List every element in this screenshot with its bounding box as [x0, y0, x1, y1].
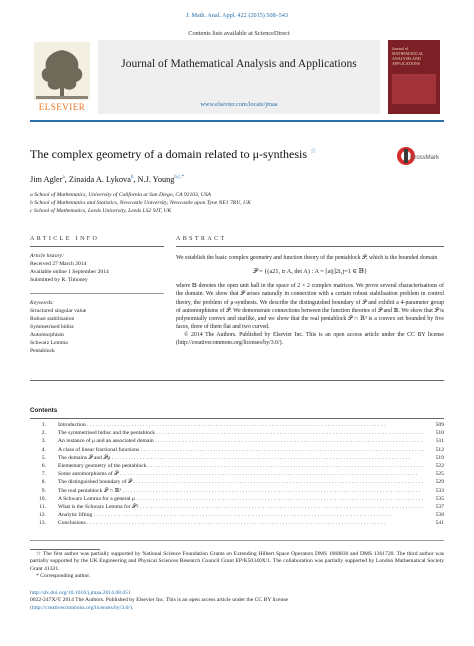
toc-number: 5. — [41, 454, 46, 461]
toc-page: 522 — [435, 462, 444, 469]
cover-title: Journal of MATHEMATICAL ANALYSIS AND APPLICATIONS — [392, 46, 424, 66]
keywords-label: Keywords: — [30, 300, 55, 306]
history-item: Submitted by R. Timoney — [30, 277, 88, 283]
toc-entry[interactable] — [30, 454, 444, 462]
author-name[interactable]: Jim Agler — [30, 175, 63, 184]
toc-number: 11. — [39, 503, 46, 510]
journal-citation: J. Math. Anal. Appl. 422 (2015) 508–543 — [185, 12, 289, 19]
toc-page: 533 — [435, 487, 444, 494]
cover-panel — [392, 74, 436, 104]
toc-entry[interactable] — [30, 478, 444, 486]
toc-number: 1. — [41, 422, 46, 428]
toc-title: A Schwarz Lemma for a general μ . . . — [58, 495, 424, 503]
keyword: Schwarz Lemma — [30, 340, 68, 346]
toc-title: Some automorphisms of 𝒫 . . . — [58, 470, 424, 478]
corresponding-author-note: * Corresponding author. — [36, 573, 91, 580]
keyword: Pentablock — [30, 348, 55, 354]
toc-title: The real pentablock 𝒫 ∩ ℝ³ . . . — [58, 487, 424, 495]
author-name[interactable]: Zinaida A. Lykova — [68, 175, 131, 184]
toc-title: Conclusions . . . — [58, 519, 424, 527]
toc-entry[interactable] — [30, 437, 444, 445]
article-title-text: The complex geometry of a domain related to μ-synthesis — [30, 147, 308, 161]
article-title — [30, 147, 390, 162]
affiliation-line: c School of Mathematics, Leeds University, Leeds LS2 9JT, UK — [30, 208, 172, 214]
toc-number: 8. — [41, 479, 46, 486]
header-divider — [30, 120, 444, 122]
article-history — [30, 252, 109, 284]
journal-url-link[interactable]: www.elsevier.com/locate/jmaa — [200, 101, 278, 108]
author-affiliation-mark[interactable]: b — [130, 175, 134, 181]
pentablock-formula: 𝒫 = {(a21, tr A, det A) : A = [aij]2i,j=1 ∈ 𝔹} — [253, 268, 367, 276]
contents-divider — [30, 418, 444, 419]
doi-link[interactable]: http://dx.doi.org/10.1016/j.jmaa.2014.08.051 — [30, 590, 131, 596]
abstract-heading: ABSTRACT — [176, 236, 227, 242]
keyword: Symmetrised bidisc — [30, 324, 75, 330]
doi-block — [30, 590, 444, 612]
toc-page: 525 — [435, 471, 444, 478]
author-list: Jim Agler$^a$, Zinaida A. Lykova$^b$, N.J. Young$^{b,c,*}$ — [30, 175, 185, 184]
copyright-notice: © 2014 The Authors. Published by Elsevier Inc. This is an open access article under the CC BY license (http://creativecommons.org/licenses/by/3.0/). — [176, 332, 444, 347]
toc-page: 512 — [435, 446, 444, 453]
toc-title: The domains 𝒫 and 𝒫μ . . . — [58, 454, 424, 462]
toc-entry[interactable] — [30, 495, 444, 503]
toc-page: 537 — [435, 503, 444, 510]
toc-number: 9. — [41, 487, 46, 494]
keywords — [30, 299, 86, 355]
toc-number: 6. — [41, 462, 46, 469]
history-item: Received 27 March 2014 — [30, 261, 87, 267]
keyword: Structured singular value — [30, 308, 87, 314]
toc-number: 2. — [41, 430, 46, 437]
keyword: Robust stabilisation — [30, 316, 75, 322]
toc-title: A class of linear fractional functions . . . — [58, 446, 424, 454]
keyword: Automorphism — [30, 332, 64, 338]
history-label: Article history: — [30, 253, 65, 259]
toc-page: 519 — [435, 454, 444, 461]
crossmark-label: CrossMark — [410, 155, 440, 161]
abstract-paragraph: where 𝔹 denotes the open unit ball in the space of 2 × 2 complex matrices. We prove several characterisations of the domain. We show that 𝒫 arises naturally in connection with a certain robust stabilisation problem in control theory, the problem of μ-synthesis. We describe the distinguished boundary of 𝒫 and exhibit a 4-parameter group of automorphisms of 𝒫. We demonstrate connections between the function theories of 𝒫 and 𝔹. We show that 𝒫 is polynomially convex and starlike, and we show that the real pentablock 𝒫 ∩ ℝ³ is a convex set bounded by five faces, three of them flat and two curved. — [176, 283, 444, 331]
keywords-divider — [30, 293, 164, 294]
affiliations — [30, 191, 251, 215]
table-of-contents — [30, 421, 444, 527]
toc-number: 13. — [39, 520, 46, 527]
article-info-divider — [30, 246, 164, 247]
abstract-paragraph: We establish the basic complex geometry and function theory of the pentablock 𝒫, which is the bounded domain — [176, 255, 438, 261]
author-affiliation-mark[interactable]: a — [62, 175, 65, 181]
abstract-divider — [176, 246, 444, 247]
toc-number: 10. — [39, 495, 46, 502]
toc-page: 509 — [435, 422, 444, 428]
title-footnote-mark[interactable]: ☆ — [310, 147, 317, 155]
toc-entry[interactable] — [30, 421, 444, 429]
toc-title: The distinguished boundary of 𝒫 . . . — [58, 478, 424, 486]
toc-page: 541 — [435, 520, 444, 527]
toc-title: The symmetrised bidisc and the pentablock . . . — [58, 429, 424, 437]
author-affiliation-mark[interactable]: b,c,* — [174, 175, 185, 181]
toc-entry[interactable] — [30, 519, 444, 527]
toc-page: 511 — [435, 438, 444, 445]
contents-available-text[interactable]: Contents lists available at ScienceDirect — [188, 30, 290, 37]
footnote-divider — [30, 549, 100, 550]
toc-page: 538 — [435, 512, 444, 519]
toc-title: Introduction . . . — [58, 421, 424, 429]
toc-entry[interactable] — [30, 470, 444, 478]
toc-entry[interactable] — [30, 511, 444, 519]
toc-entry[interactable] — [30, 446, 444, 454]
contents-bottom-divider — [30, 540, 444, 541]
funding-footnote: ☆ The first author was partially supported by National Science Foundation Grants on Extending Hilbert Space Operators DMS 1068830 and DMS 1361720. The third author was partially supported by the UK Engineering and Physical Sciences Research Council Grant EP/K50340X/1. The collaboration was partially supported by London Mathematical Society Grant 41321. — [30, 551, 444, 572]
toc-entry[interactable] — [30, 429, 444, 437]
toc-number: 3. — [41, 438, 46, 445]
toc-title: Analytic lifting . . . — [58, 511, 424, 519]
toc-page: 510 — [435, 430, 444, 437]
contents-heading: Contents — [30, 407, 58, 414]
toc-entry[interactable] — [30, 462, 444, 470]
front-matter-divider — [30, 380, 444, 381]
toc-page: 529 — [435, 479, 444, 486]
abstract-body — [176, 254, 444, 348]
journal-title: Journal of Mathematical Analysis and Applications — [121, 58, 357, 70]
license-line: 0022-247X/© 2014 The Authors. Published by Elsevier Inc. This is an open access article under the CC BY license — [30, 597, 288, 604]
toc-title: Elementary geometry of the pentablock . . . — [58, 462, 424, 470]
toc-entry[interactable] — [30, 503, 444, 511]
toc-number: 12. — [39, 512, 46, 519]
license-link[interactable]: (http://creativecommons.org/licenses/by/3.0/). — [30, 604, 134, 611]
toc-entry[interactable] — [30, 487, 444, 495]
toc-page: 535 — [435, 495, 444, 502]
affiliation-line: b School of Mathematics and Statistics, Newcastle University, Newcastle upon Tyne NE1 7RU, UK — [30, 200, 251, 206]
toc-title: An instance of μ and an associated domain . . . — [58, 437, 424, 445]
affiliation-line: a School of Mathematics, University of California at San Diego, CA 92103, USA — [30, 192, 211, 198]
toc-number: 4. — [41, 446, 46, 453]
elsevier-logo — [30, 40, 94, 116]
elsevier-wordmark: ELSEVIER — [38, 102, 86, 112]
author-name[interactable]: N.J. Young — [137, 175, 175, 184]
footnotes — [30, 551, 444, 581]
article-info-heading: ARTICLE INFO — [30, 236, 100, 242]
toc-number: 7. — [41, 471, 46, 478]
history-item: Available online 1 September 2014 — [30, 269, 109, 275]
toc-title: What is the Schwarz Lemma for 𝒫? . . . — [58, 503, 424, 511]
journal-cover-image — [388, 40, 440, 114]
